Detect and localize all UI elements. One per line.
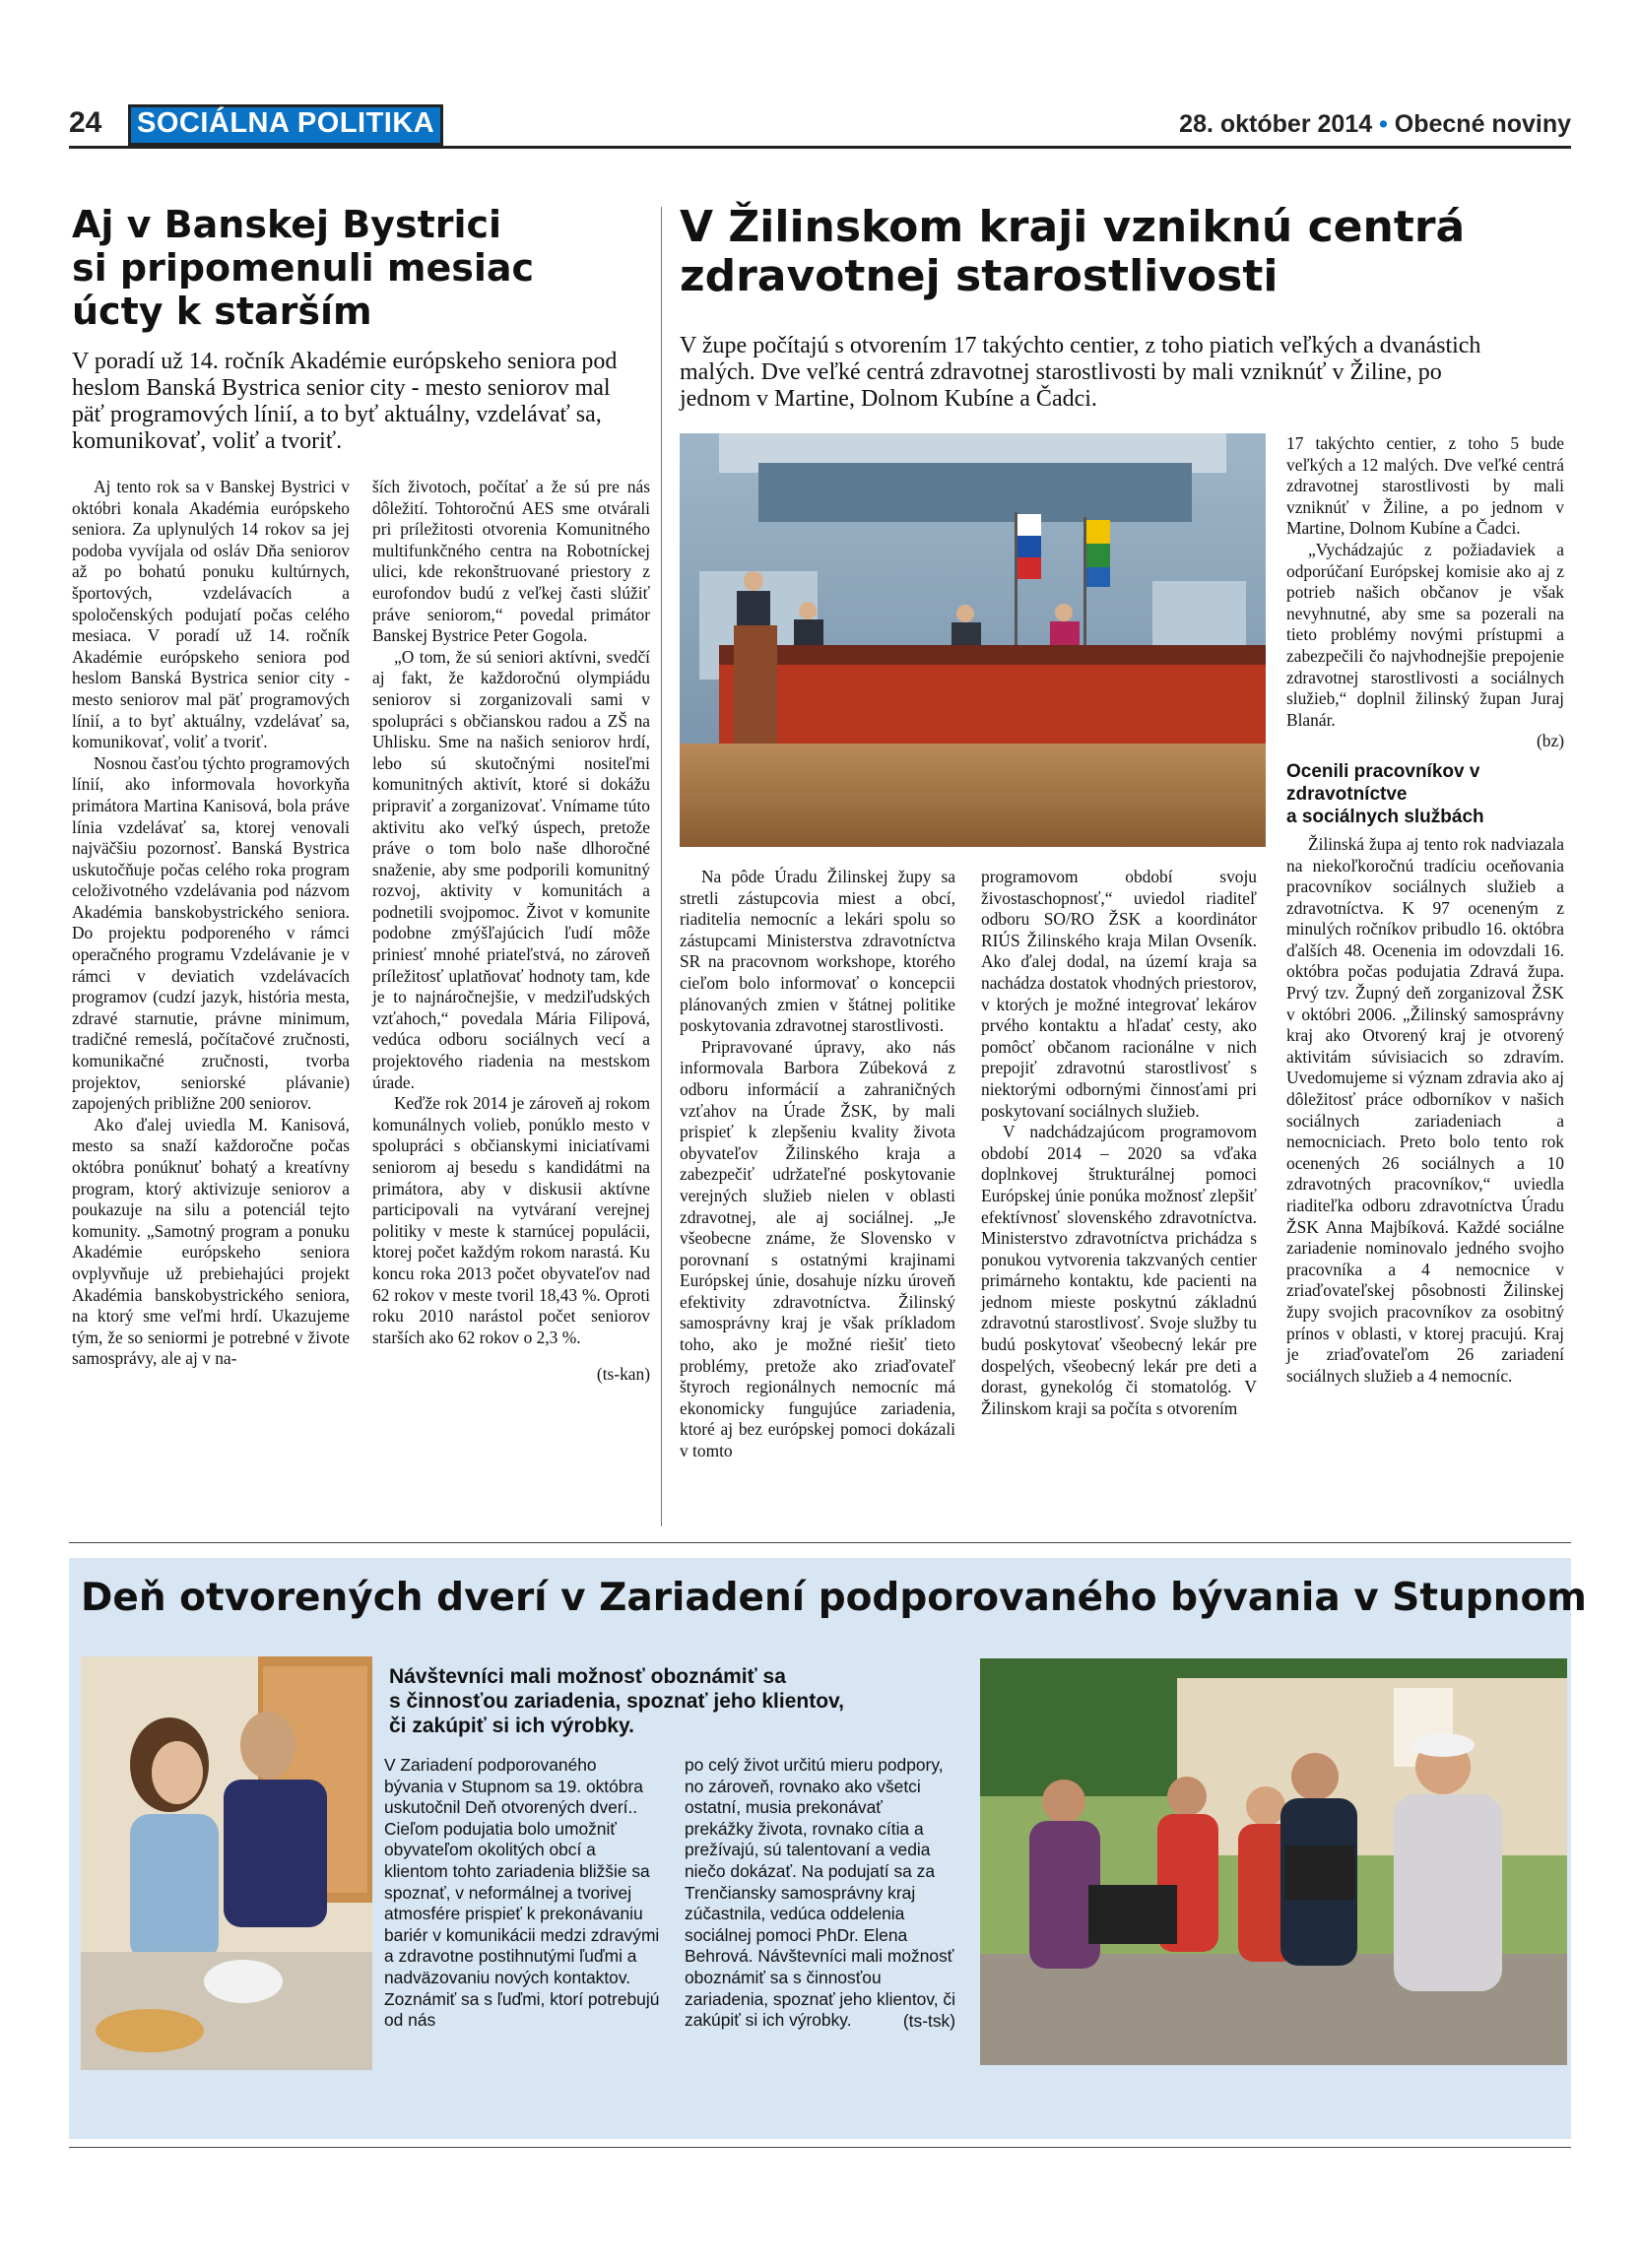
paragraph: Žilinská župa aj tento rok nadviazala na niekoľkoročnú tradíciu oceňovania pracovníkov sociálnych služieb a zdravotníctva. K 97 oceneným z minulých ročníkov pribudlo 16. októbra ďalších 48. Ocenenia im odovzdali 16. októbra počas podujatia Zdravá župa. Prvý tzv. Župný deň zorganizoval ŽSK v októbri 2006. „Žilinský samosprávny kraj ako Otvorený kraj je otvorený aktivitám súvisiacich so zdravím. Uvedomujeme si význam zdravia ako aj dôležitosť práce odborníkov v našich sociálnych zariadeniach a nemocniciach. Preto bolo tento rok ocenených 26 sociálnych a 10 zdravotných pracovníkov,“ uviedla riaditeľka odboru zdravotníctva Úradu ŽSK Anna Majbíková. Každé sociálne zariadenie nominovalo jedného svojho pracovníka a 4 nemocnice v zriaďovateľskej pôsobnosti Žilinskej župy svojich pracovníkov za osobitný prínos v oblasti, v ktorej pracujú. Kraj je zriaďovateľom 26 zariadení sociálnych služieb a 4 nemocníc. bbox=[1286, 833, 1564, 1386]
article1-title-line: úcty k starším bbox=[72, 290, 372, 333]
article1-column-2 bbox=[372, 477, 650, 1386]
article3-lead bbox=[389, 1664, 980, 1738]
section-label: SOCIÁLNA POLITIKA bbox=[128, 104, 443, 146]
group-photo bbox=[980, 1658, 1567, 2065]
paragraph: Keďže rok 2014 je zároveň aj rokom komunálnych volieb, ponúklo mesto v spolupráci s občianskymi iniciatívami seniorom aj besedu s kandidátmi na primátora, aby v diskusii aktívne participovali na vytváraní verejnej politiky v meste k starnúcej populácii, ktorej počet každým rokom narastá. Ku koncu roka 2013 počet obyvateľov nad 62 rokov v meste tvoril 18,43 %. Oproti roku 2010 narástol počet seniorov starších ako 62 rokov o 2,3 %. bbox=[372, 1093, 650, 1347]
bottom-rule bbox=[69, 2147, 1571, 2148]
dateline bbox=[1179, 110, 1571, 139]
subheading-line: a sociálnych službách bbox=[1286, 806, 1484, 827]
publication-name: Obecné noviny bbox=[1394, 110, 1571, 138]
cooking-photo-image bbox=[81, 1656, 372, 2070]
paragraph: V nadchádzajúcom programovom období 2014 – 2020 sa vďaka doplnkovej štrukturálnej pomoci Európskej únie ponúka možnosť zlepšiť efektívnosť slovenského zdravotníctva. Ministerstvo zdravotníctva prichádza s ponukou vytvorenia takzvaných centier primárneho kontaktu, kde pacienti na jednom mieste poskytnú základnú zdravotnú starostlivosť. Svoje služby tu budú poskytovať všeobecný lekár pre dospelých, všeobecný lekár pre deti a dorast, gynekológ či stomatológ. V Žilinskom kraji sa počíta s otvorením bbox=[981, 1122, 1257, 1418]
article3-box bbox=[69, 1558, 1587, 2139]
paragraph: ších životoch, počítať a že sú pre nás dôležití. Tohtoročnú AES sme otvárali pri príležitosti otvorenia Komunitného multifunkčného centra na Robotníckej ulici, kde rekonštruované priestory z eurofondov budú z veľkej časti slúžiť práve seniorom,“ povedal primátor Banskej Bystrice Peter Gogola. bbox=[372, 477, 650, 646]
article3-column-1: V Zariadení podporovaného bývania v Stupnom sa 19. októbra uskutočnil Deň otvorených dverí.. Cieľom podujatia bolo umožniť obyvateľom okolitých obcí a klientom tohto zariadenia bližšie sa spoznať, v neformálnej a tvorivej atmosfére prispieť k prekonávaniu bariér v komunikácii medzi zdravými a zdravotne postihnutými ľuďmi a nadväzovaniu nových kontaktov. Zoznámiť sa s ľuďmi, ktorí potrebujú od nás bbox=[384, 1755, 660, 2031]
paragraph: 17 takýchto centier, z toho 5 bude veľkých a 12 malých. Dve veľké centrá zdravotnej starostlivosti by mali vzniknúť v Žiline, a po jednom v Martine, Dolnom Kubíne a Čadci. bbox=[1286, 433, 1564, 539]
article3-title: Deň otvorených dverí v Zariadení podporovaného bývania v Stupnom bbox=[81, 1576, 1587, 1620]
conference-photo bbox=[680, 433, 1266, 847]
subheading-line: zdravotníctve bbox=[1286, 783, 1408, 805]
paragraph: Pripravované úpravy, ako nás informovala Barbora Zúbeková z odboru informácií a zahraničných vzťahov na Úrade ŽSK, by mali prispieť k zlepšeniu kvality života obyvateľov Žilinského kraja a zabezpečiť udržateľné poskytovanie verejných služieb nielen v oblasti zdravotnej, ale aj sociálnej. „Je všeobecne známe, že Slovensko v porovnaní s ostatnými krajinami Európskej únie, dosahuje nízku úroveň efektivity zdravotníctva. Žilinský samosprávny kraj je však príkladom toho, ako je možné riešiť tieto problémy, pretože ako zriaďovateľ štyroch regionálnych nemocníc má ekonomicky fungujúce zariadenia, ktoré aj bez európskej pomoci dokázali v tomto bbox=[680, 1036, 955, 1461]
cooking-photo bbox=[81, 1656, 372, 2070]
article2-column-2 bbox=[981, 867, 1257, 1419]
conference-photo-image bbox=[680, 433, 1266, 847]
article2-signature: (bz) bbox=[1537, 731, 1564, 751]
article3-lead-line: či zakúpiť si ich výrobky. bbox=[389, 1715, 634, 1737]
article2-lead: V župe počítajú s otvorením 17 takýchto centier, z toho piatich veľkých a dvanástich malých. Dve veľké centrá zdravotnej starostlivosti by mali vzniknúť v Žiline, po jednom v Martine, Dolnom Kubíne a Čadci. bbox=[680, 333, 1481, 412]
article2-title bbox=[680, 203, 1571, 301]
article2-column-1 bbox=[680, 867, 955, 1462]
paragraph: Ako ďalej uviedla M. Kanisová, mesto sa snaží každoročne počas októbra ponúknuť bohatý a kreatívny program, ktorý aktivizuje seniorov a poukazuje na silu a potenciál tejto komunity. „Samotný program a ponuku Akadémie európskeho seniora ovplyvňuje už prebiehajúci projekt Akadémia banskobystrického seniora, na ktorý sme veľmi hrdí. Ukazujeme tým, že so seniormi je potrebné v živote samosprávy, ale aj v na- bbox=[72, 1114, 350, 1369]
article3-signature: (ts-tsk) bbox=[902, 2010, 955, 2031]
article1-title bbox=[72, 203, 643, 333]
column-divider bbox=[661, 207, 662, 1526]
article1-column-1 bbox=[72, 477, 350, 1370]
issue-date: 28. október 2014 bbox=[1179, 110, 1373, 138]
article3-column-2 bbox=[685, 1755, 955, 2032]
subheading-line: Ocenili pracovníkov v bbox=[1286, 760, 1480, 782]
article3-lead-line: Návštevníci mali možnosť oboznámiť sa bbox=[389, 1665, 786, 1688]
horizontal-rule bbox=[69, 1542, 1571, 1543]
article1-lead: V poradí už 14. ročník Akadémie európskeho seniora pod heslom Banská Bystrica senior city - mesto seniorov mal päť programových línií, a to byť aktuálny, vzdelávať sa, komunikovať, voliť a tvoriť. bbox=[72, 349, 618, 454]
article2-subheading bbox=[1286, 760, 1564, 828]
paragraph: Nosnou časťou týchto programových línií, ako informovala hovorkyňa primátora Martina Kanisová, bola práve línia vzdelávať sa, ktorej venovali najväčšiu pozornosť. Banská Bystrica uskutočňuje počas celého roka program celoživotného vzdelávania pod názvom Akadémia banskobystrického seniora. Do projektu podporeného v rámci operačného programu Vzdelávanie je v rámci v deviatich vzdelávacích programov (cudzí jazyk, história mesta, zdravé starnutie, právne minimum, tradičné remeslá, počítačové zručnosti, komunikačné zručnosti, tvorba projektov, seniorské plávanie) zapojených približne 200 seniorov. bbox=[72, 752, 350, 1114]
article2-title-line: zdravotnej starostlivosti bbox=[680, 251, 1279, 301]
article2-column-3 bbox=[1286, 433, 1564, 1387]
group-photo-image bbox=[980, 1658, 1567, 2065]
paragraph: Na pôde Úradu Žilinskej župy sa stretli zástupcovia miest a obcí, riaditelia nemocníc a lekári spolu so zástupcami Ministerstva zdravotníctva SR na pracovnom workshope, ktorého cieľom bolo informovať o koncepcii plánovaných zmien v štátnej politike poskytovania zdravotnej starostlivosti. bbox=[680, 867, 955, 1036]
paragraph: Aj tento rok sa v Banskej Bystrici v októbri konala Akadémia európskeho seniora. Za uplynulých 14 rokov sa jej podoba vyvíjala od osláv Dňa seniorov až po bohatú ponuku kultúrnych, športových, vzdelávacích a spoločenských podujatí počas celého mesiaca. V poradí už 14. ročník Akadémie európskeho seniora pod heslom Banská Bystrica senior city - mesto seniorov mal päť programových línií, a to byť aktuálny, vzdelávať sa, komunikovať, voliť a tvoriť. bbox=[72, 477, 350, 752]
article2-title-line: V Žilinskom kraji vzniknú centrá bbox=[680, 202, 1466, 252]
paragraph: programovom období svoju živostaschopnosť,“ uviedol riaditeľ odboru SO/RO ŽSK a koordinátor RIÚS Žilinského kraja Milan Ovseník. Ako ďalej dodal, na území kraja sa nachádza dostatok vhodných priestorov, v ktorých je možné integrovať lekárov prvého kontaktu a hľadať cesty, ako pomôcť občanom racionálne v nich prepojiť zdravotnú starostlivosť s niektorými odbornými činnosťami pri poskytovaní sociálnych služieb. bbox=[981, 867, 1257, 1121]
article1-title-line: si pripomenuli mesiac bbox=[72, 246, 535, 290]
dateline-separator: • bbox=[1379, 110, 1388, 138]
article1-signature: (ts-kan) bbox=[596, 1364, 650, 1385]
paragraph: „O tom, že sú seniori aktívni, svedčí aj fakt, že každoročnú olympiádu seniorov si zorganizovali sami v spolupráci s občianskou radou a ZŠ na Uhlisku. Sme na našich seniorov hrdí, lebo sú skutočnými nositeľmi komunitných aktivít, ktoré si dokážu pripraviť a zorganizovať. Vnímame túto aktivitu ako veľký úspech, pretože práve o tom bolo naše dlhoročné snaženie, aby sme podporili komunitný rozvoj, aktivity v komunitách a podnetili svojpomoc. Život v komunite podobne zmýšľajúcich ľudí môže priniesť mnohé priateľstvá, no zároveň príležitosť uplatňovať hodnoty tam, kde je to najnáročnejšie, v medziľudských vzťahoch,“ povedala Mária Filipová, vedúca odboru sociálnych vecí a projektového riadenia na mestskom úrade. bbox=[372, 646, 650, 1092]
article3-lead-line: s činnosťou zariadenia, spoznať jeho klientov, bbox=[389, 1690, 844, 1713]
article1-title-line: Aj v Banskej Bystrici bbox=[72, 203, 502, 246]
page-header bbox=[69, 102, 1571, 149]
paragraph: „Vychádzajúc z požiadaviek a odporúčaní Európskej komisie ako aj z potrieb našich občanov je však nevyhnutné, aby sme sa pozerali na tieto problémy novými prístupmi a zabezpečili čo najvhodnejšie prepojenie zdravotnej starostlivosti a sociálnych služieb,“ doplnil žilinský župan Juraj Blanár. bbox=[1286, 539, 1564, 730]
page-number: 24 bbox=[69, 106, 102, 139]
paragraph: po celý život určitú mieru podpory, no zároveň, rovnako ako všetci ostatní, musia prekonávať prekážky života, rovnako cítia a prežívajú, sú talentovaní a vedia niečo dokázať. Na podujatí sa za Trenčiansky samosprávny kraj zúčastnila, vedúca oddelenia sociálnej pomoci PhDr. Elena Behrová. Návštevníci mali možnosť oboznámiť sa s činnosťou zariadenia, spoznať jeho klientov, či zakúpiť si ich výrobky. bbox=[685, 1755, 955, 2031]
